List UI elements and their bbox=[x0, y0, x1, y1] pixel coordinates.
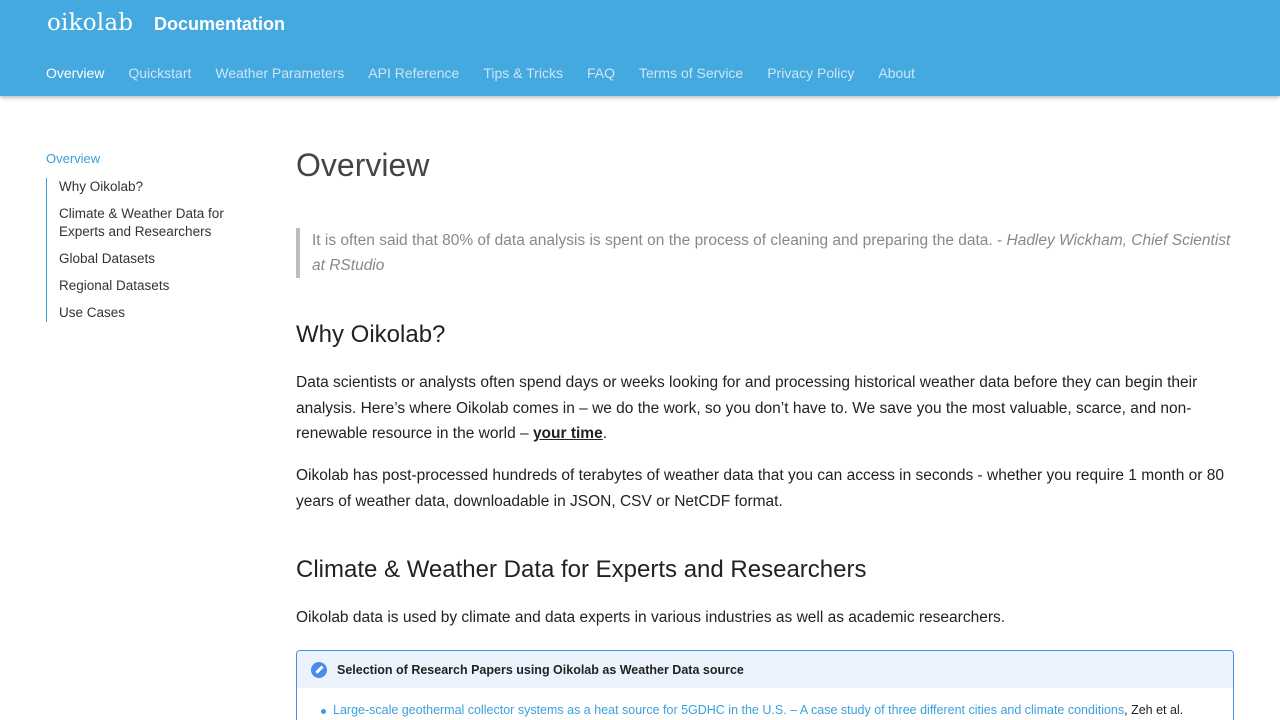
research-paper-list bbox=[333, 703, 1233, 717]
nav-tips-tricks[interactable]: Tips & Tricks bbox=[483, 65, 563, 81]
sidebar-toc bbox=[46, 151, 256, 322]
callout-body bbox=[297, 688, 1233, 717]
climate-paragraph: Oikolab data is used by climate and data experts in various industries as well as academic researchers. bbox=[296, 609, 1006, 626]
nav-overview[interactable]: Overview bbox=[46, 65, 105, 81]
why-paragraph-1 bbox=[296, 370, 1234, 447]
callout-header bbox=[297, 651, 1233, 688]
site-logo[interactable]: oikolab bbox=[47, 10, 134, 36]
toc-list bbox=[46, 178, 256, 322]
quote-text: It is often said that 80% of data analysis is spent on the process of cleaning and preparing the data. - bbox=[312, 232, 1007, 249]
top-nav bbox=[46, 65, 939, 83]
toc-overview[interactable]: Overview bbox=[46, 151, 101, 166]
quote-attribution: Hadley Wickham, Chief Scientist at RStudio bbox=[312, 232, 1231, 274]
nav-api-reference[interactable]: API Reference bbox=[368, 65, 460, 81]
nav-faq[interactable]: FAQ bbox=[586, 65, 615, 81]
research-papers-callout bbox=[296, 650, 1234, 720]
intro-quote bbox=[296, 228, 1234, 278]
toc-item-why-oikolab[interactable]: Why Oikolab? bbox=[59, 179, 144, 194]
list-item bbox=[333, 703, 1233, 717]
nav-privacy-policy[interactable]: Privacy Policy bbox=[767, 65, 855, 81]
site-header bbox=[0, 0, 1280, 96]
callout-title: Selection of Research Papers using Oikolab as Weather Data source bbox=[337, 662, 744, 677]
nav-quickstart[interactable]: Quickstart bbox=[128, 65, 192, 81]
nav-terms-of-service[interactable]: Terms of Service bbox=[638, 65, 744, 81]
page-title: Overview bbox=[296, 147, 430, 183]
why-paragraph-1-text: Data scientists or analysts often spend days or weeks looking for and processing historical weather data before they can begin their analysis. Here’s where Oikolab comes in – we do the work, so you don’t have to. We save you the most valuable, scarce, and non-renewable resource in the world – bbox=[296, 374, 1198, 442]
research-paper-authors: , Zeh et al. bbox=[1124, 703, 1184, 717]
site-title[interactable]: Documentation bbox=[154, 14, 286, 34]
why-oikolab-heading: Why Oikolab? bbox=[296, 321, 446, 348]
nav-weather-parameters[interactable]: Weather Parameters bbox=[215, 65, 345, 81]
toc-item-climate-weather-data[interactable]: Climate & Weather Data for Experts and Researchers bbox=[59, 206, 224, 239]
climate-heading: Climate & Weather Data for Experts and Researchers bbox=[296, 556, 867, 583]
pencil-icon bbox=[311, 662, 327, 678]
toc-item-use-cases[interactable]: Use Cases bbox=[59, 305, 126, 320]
nav-about[interactable]: About bbox=[878, 65, 915, 81]
research-paper-link[interactable]: Large-scale geothermal collector systems as a heat source for 5GDHC in the U.S. – A case study of three different cities and climate conditions bbox=[333, 703, 1125, 717]
toc-item-global-datasets[interactable]: Global Datasets bbox=[59, 251, 156, 266]
your-time-link[interactable]: your time bbox=[532, 425, 603, 442]
why-paragraph-1-end: . bbox=[602, 425, 608, 442]
toc-item-regional-datasets[interactable]: Regional Datasets bbox=[59, 278, 170, 293]
why-paragraph-2: Oikolab has post-processed hundreds of terabytes of weather data that you can access in seconds - whether you require 1 month or 80 years of weather data, downloadable in JSON, CSV or NetCDF format. bbox=[296, 467, 1224, 510]
